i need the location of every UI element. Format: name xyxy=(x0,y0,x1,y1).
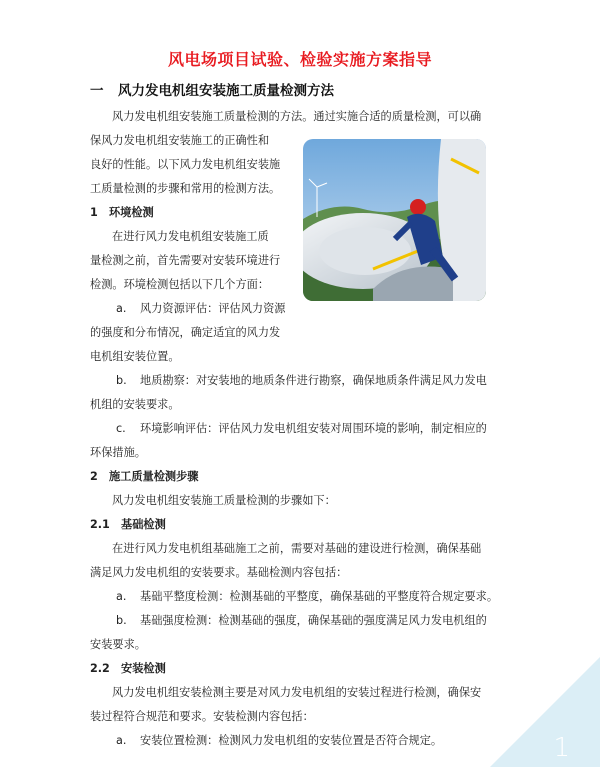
intro-line-3: 良好的性能。以下风力发电机组安装施 xyxy=(90,158,281,171)
foundation-item-b-line-1: 基础强度检测：检测基础的强度，确保基础的强度满足风力发电机组的 xyxy=(140,614,487,627)
section-1-number: 一 xyxy=(90,83,104,99)
install-item-a-line-1: 安装位置检测：检测风力发电机组的安装位置是否符合规定。 xyxy=(140,734,443,747)
env-item-c-line-2: 环保措施。 xyxy=(90,446,146,459)
wind-turbine-worker-photo xyxy=(303,139,486,301)
env-heading: 1 环境检测 xyxy=(90,206,154,219)
env-item-c-marker: c. xyxy=(116,422,126,435)
foundation-item-a-marker: a. xyxy=(116,590,127,603)
intro-line-4: 工质量检测的步骤和常用的检测方法。 xyxy=(90,182,281,195)
env-item-a-line-2: 的强度和分布情况，确定适宜的风力发 xyxy=(90,326,281,339)
env-item-a-line-1: 风力资源评估：评估风力资源 xyxy=(140,302,286,315)
install-heading: 2.2 安装检测 xyxy=(90,662,166,675)
intro-line-2: 保风力发电机组安装施工的正确性和 xyxy=(90,134,270,147)
document-title: 风电场项目试验、检验实施方案指导 xyxy=(167,50,432,69)
env-item-b-marker: b. xyxy=(116,374,127,387)
env-item-b-line-2: 机组的安装要求。 xyxy=(90,398,180,411)
install-text-2: 装过程符合规范和要求。安装检测内容包括： xyxy=(90,710,314,723)
intro-line-1: 风力发电机组安装施工质量检测的方法。通过实施合适的质量检测，可以确 xyxy=(112,110,482,123)
install-text-1: 风力发电机组安装检测主要是对风力发电机组的安装过程进行检测，确保安 xyxy=(112,686,482,699)
install-item-a-marker: a. xyxy=(116,734,127,747)
section-1-heading xyxy=(90,79,334,99)
steps-text: 风力发电机组安装施工质量检测的步骤如下： xyxy=(112,494,336,507)
page-corner-decoration xyxy=(490,657,600,767)
steps-heading: 2 施工质量检测步骤 xyxy=(90,470,199,483)
env-item-a-marker: a. xyxy=(116,302,127,315)
foundation-item-b-line-2: 安装要求。 xyxy=(90,638,146,651)
env-item-a-line-3: 电机组安装位置。 xyxy=(90,350,180,363)
foundation-item-a-line-1: 基础平整度检测：检测基础的平整度，确保基础的平整度符合规定要求。 xyxy=(140,590,499,603)
env-text-2: 量检测之前，首先需要对安装环境进行 xyxy=(90,254,281,267)
section-1-title: 风力发电机组安装施工质量检测方法 xyxy=(118,83,334,99)
foundation-text-1: 在进行风力发电机组基础施工之前，需要对基础的建设进行检测，确保基础 xyxy=(112,542,482,555)
page-number: 1 xyxy=(553,733,570,763)
foundation-item-b-marker: b. xyxy=(116,614,127,627)
env-item-c-line-1: 环境影响评估：评估风力发电机组安装对周围环境的影响，制定相应的 xyxy=(140,422,487,435)
foundation-text-2: 满足风力发电机组的安装要求。基础检测内容包括： xyxy=(90,566,348,579)
env-text-1: 在进行风力发电机组安装施工质 xyxy=(112,230,269,243)
env-text-3: 检测。环境检测包括以下几个方面： xyxy=(90,278,270,291)
foundation-heading: 2.1 基础检测 xyxy=(90,518,166,531)
env-item-b-line-1: 地质勘察：对安装地的地质条件进行勘察，确保地质条件满足风力发电 xyxy=(140,374,487,387)
